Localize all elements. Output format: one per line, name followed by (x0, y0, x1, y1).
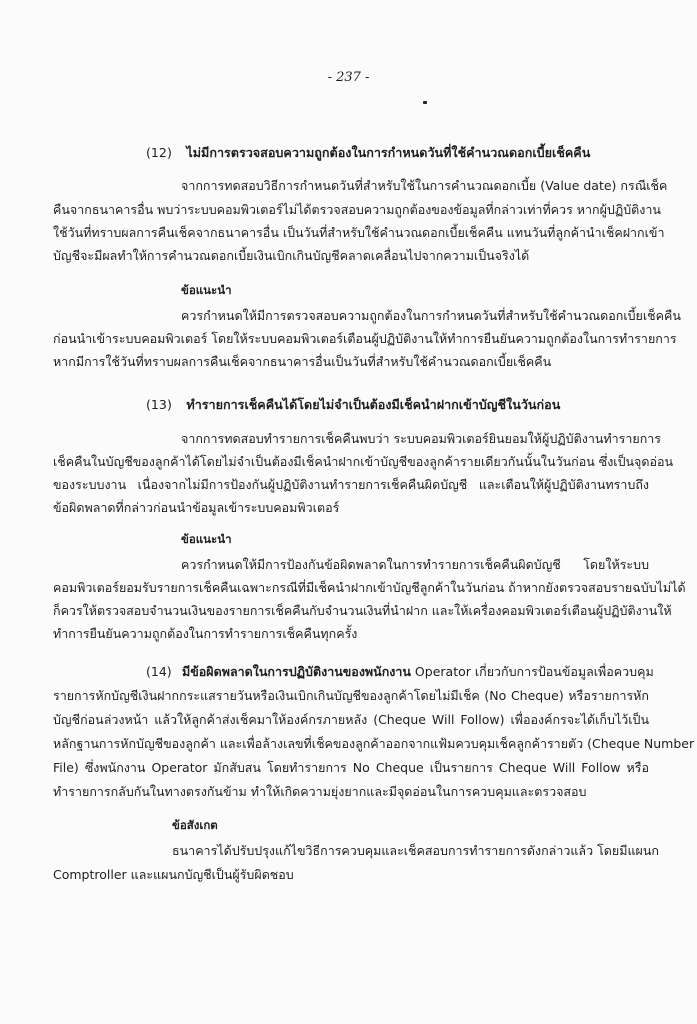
page-number: - 237 - (327, 70, 370, 85)
section-12-finding-line: จากการทดสอบวิธีการกำหนดวันที่สำหรับใช้ในการคำนวณดอกเบี้ย (Value date) กรณีเช็ค (181, 178, 668, 193)
section-13-recommendation-line: ทำการยืนยันความถูกต้องในการทำรายการเช็คคืนทุกครั้ง (53, 626, 358, 641)
section-14-first-line (146, 663, 654, 681)
section-12-finding-line: คืนจากธนาคารอื่น พบว่าระบบคอมพิวเตอร์ไม่ได้ตรวจสอบความถูกต้องของข้อมูลที่กล่าวเท่าที่ควร หากผู้ปฏิบัติงาน (53, 202, 661, 217)
section-12-title: ไม่มีการตรวจสอบความถูกต้องในการกำหนดวันที่ใช้คำนวณดอกเบี้ยเช็คคืน (186, 145, 591, 160)
section-13-title: ทำรายการเช็คคืนได้โดยไม่จำเป็นต้องมีเช็คนำฝากเข้าบัญชีในวันก่อน (186, 397, 561, 412)
section-14-number: (14) (146, 664, 172, 679)
section-13-heading (146, 396, 560, 414)
section-14-observation-heading: ข้อสังเกต (172, 818, 218, 832)
section-12-recommendation-line: ควรกำหนดให้มีการตรวจสอบความถูกต้องในการกำหนดวันที่สำหรับใช้คำนวณดอกเบี้ยเช็คคืน (181, 308, 681, 323)
section-14-body-line: ทำรายการกลับกันในทางตรงกันข้าม ทำให้เกิดความยุ่งยากและมีจุดอ่อนในการควบคุมและตรวจสอบ (53, 784, 587, 799)
section-12-finding-line: บัญชีจะมีผลทำให้การคำนวณดอกเบี้ยเงินเบิกเกินบัญชีคลาดเคลื่อนไปจากความเป็นจริงได้ (53, 248, 530, 263)
section-12-finding-line: ใช้วันที่ทราบผลการคืนเช็คจากธนาคารอื่น เป็นวันที่สำหรับใช้คำนวณดอกเบี้ยเช็คคืน แทนวันที่ลูกค้านำเช็คฝากเข้า (53, 225, 665, 240)
section-14-observation-line: Comptroller และแผนกบัญชีเป็นผู้รับผิดชอบ (53, 867, 294, 882)
section-14-body-line: รายการหักบัญชีเงินฝากกระแสรายวันหรือเงินเบิกเกินบัญชีของลูกค้าโดยไม่มีเช็ค (No Cheque) หรือรายการหัก (53, 688, 649, 703)
section-14-body-line: File) ซึ่งพนักงาน Operator มักสับสน โดยทำรายการ No Cheque เป็นรายการ Cheque Will Follow หรือ (53, 760, 649, 775)
section-12-recommendation-line: ก่อนนำเข้าระบบคอมพิวเตอร์ โดยให้ระบบคอมพิวเตอร์เตือนผู้ปฏิบัติงานให้ทำการยืนยันความถูกต้องในการทำรายการ (53, 331, 677, 346)
section-13-number: (13) (146, 397, 172, 412)
section-13-finding-line: ข้อผิดพลาดที่กล่าวก่อนนำข้อมูลเข้าระบบคอมพิวเตอร์ (53, 500, 340, 515)
section-13-finding-line: ของระบบงาน เนื่องจากไม่มีการป้องกันผู้ปฏิบัติงานทำรายการเช็คคืนผิดบัญชี และเตือนให้ผู้ปฏิบัติงานทราบถึง (53, 477, 649, 492)
section-13-recommendation-line: คอมพิวเตอร์ยอมรับรายการเช็คคืนเฉพาะกรณีที่มีเช็คนำฝากเข้าบัญชีลูกค้าในวันก่อน ถ้าหากยังตรวจสอบรายฉบับไม่ได้ (53, 580, 686, 595)
section-13-finding-line: เช็คคืนในบัญชีของลูกค้าได้โดยไม่จำเป็นต้องมีเช็คนำฝากเข้าบัญชีของลูกค้ารายเดียวกันนั้นในวันก่อน ซึ่งเป็นจุดอ่อน (53, 454, 674, 469)
section-13-finding-line: จากการทดสอบทำรายการเช็คคืนพบว่า ระบบคอมพิวเตอร์ยินยอมให้ผู้ปฏิบัติงานทำรายการ (181, 431, 662, 446)
section-13-recommendation-line: ควรกำหนดให้มีการป้องกันข้อผิดพลาดในการทำรายการเช็คคืนผิดบัญชี โดยให้ระบบ (181, 557, 649, 572)
section-12-heading (146, 144, 590, 162)
section-12-recommendation-heading: ข้อแนะนำ (181, 283, 232, 297)
section-14-first-line-rest: Operator เกี่ยวกับการป้อนข้อมูลเพื่อควบคุม (410, 664, 654, 679)
section-12-number: (12) (146, 145, 172, 160)
section-12-recommendation-line: หากมีการใช้วันที่ทราบผลการคืนเช็คจากธนาคารอื่นเป็นวันที่สำหรับใช้คำนวณดอกเบี้ยเช็คคืน (53, 354, 552, 369)
section-13-recommendation-line: ก็ควรให้ตรวจสอบจำนวนเงินของรายการเช็คคืนกับจำนวนเงินที่นำฝาก และให้เครื่องคอมพิวเตอร์เตือนผู้ปฏิบัติงานให้ (53, 603, 672, 618)
section-14-body-line: บัญชีก่อนล่วงหน้า แล้วให้ลูกค้าส่งเช็คมาให้องค์กรภายหลัง (Cheque Will Follow) เพื่อองค์กรจะได้เก็บไว้เป็น (53, 712, 649, 727)
scan-speck (423, 101, 427, 104)
section-14-observation-line: ธนาคารได้ปรับปรุงแก้ไขวิธีการควบคุมและเช็คสอบการทำรายการดังกล่าวแล้ว โดยมีแผนก (172, 843, 659, 858)
section-14-body-line: หลักฐานการหักบัญชีของลูกค้า และเพื่อล้างเลขที่เช็คของลูกค้าออกจากแฟ้มควบคุมเช็คลูกค้ารายตัว (Cheque Number (53, 736, 695, 751)
section-13-recommendation-heading: ข้อแนะนำ (181, 532, 232, 546)
section-14-title: มีข้อผิดพลาดในการปฏิบัติงานของพนักงาน (182, 664, 411, 679)
